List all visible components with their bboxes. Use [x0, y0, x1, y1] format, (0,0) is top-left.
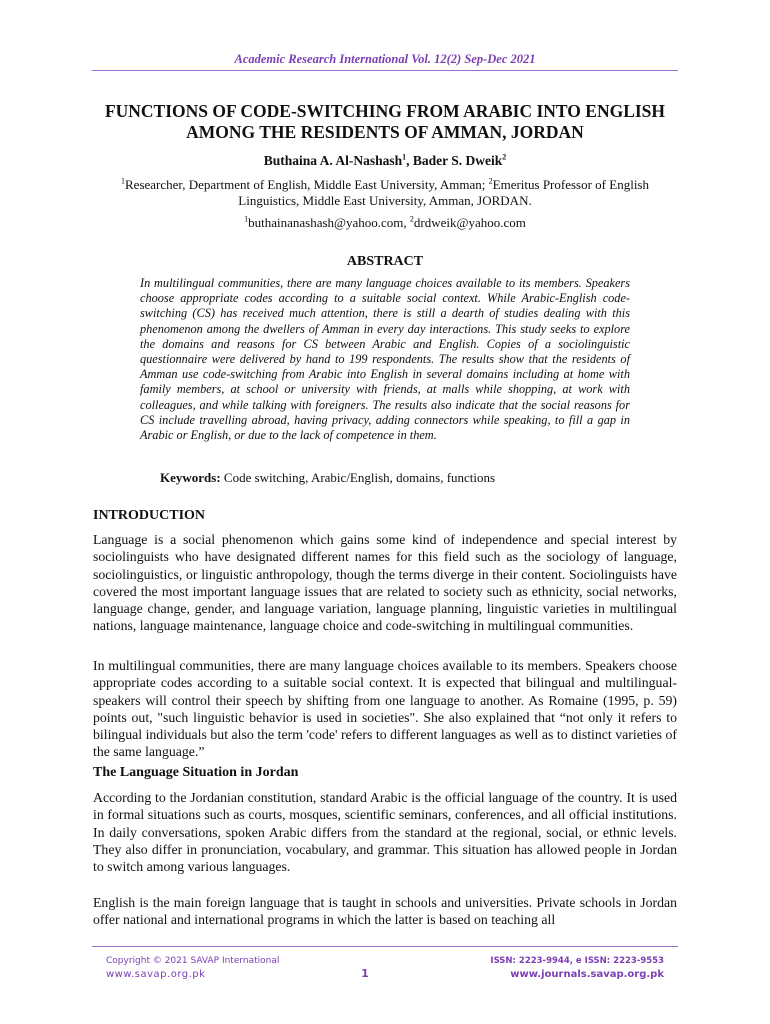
journal-link[interactable]: www.journals.savap.org.pk	[510, 969, 664, 980]
footer-left	[106, 955, 279, 981]
body-paragraph: In multilingual communities, there are many language choices available to its members. Speakers choose appropriate codes according to a suitable social context. It is expected that bilingual and multilingual-speakers will control their speech by shifting from one language to another. As Romaine (1995, p. 59) points out, "such linguistic behavior is used in societies". She also explained that “not only it refers to bilingual individuals but also the term 'code' refers to different languages as well as to distinct varieties of the same language.”	[93, 658, 677, 760]
keywords-label: Keywords:	[160, 470, 221, 485]
author-name: Buthaina A. Al-Nashash	[263, 153, 403, 168]
footer-right	[470, 955, 664, 981]
header-divider	[92, 70, 678, 71]
copyright-text: Copyright © 2021 SAVAP International	[106, 956, 280, 966]
publisher-link[interactable]: www.savap.org.pk	[106, 969, 206, 980]
affiliation-mark: 1	[402, 152, 407, 162]
email-line	[0, 215, 770, 231]
affiliation-mark: 2	[488, 176, 493, 186]
footer-divider	[92, 946, 678, 947]
author-name: Bader S. Dweik	[412, 153, 503, 168]
affiliation-mark: 2	[409, 214, 414, 224]
section-heading-language-situation: The Language Situation in Jordan	[93, 765, 299, 780]
affiliation-mark: 1	[121, 176, 125, 186]
paper-title: FUNCTIONS OF CODE-SWITCHING FROM ARABIC INTO ENGLISH AMONG THE RESIDENTS OF AMMAN, JORDAN	[104, 101, 666, 142]
author-separator: ,	[406, 153, 413, 168]
body-paragraph: Language is a social phenomenon which gains some kind of independence and special interest by sociolinguists who have designated different names for this field such as the sociology of language, sociolinguistics, or linguistic anthropology, though the terms diverge in their content. Sociolinguists have covered the most important language issues that are related to society such as ethnicity, social networks, language change, gender, and language variation, language planning, linguistic varieties in multilingual nations, language maintenance, language choice and code-switching in multilingual communities.	[93, 532, 677, 634]
affiliation-mark: 1	[244, 214, 249, 224]
section-heading-introduction: INTRODUCTION	[93, 508, 206, 523]
affiliations	[110, 177, 660, 209]
author-email: buthainanashash@yahoo.com,	[248, 215, 410, 230]
keywords-text: Code switching, Arabic/English, domains, functions	[220, 470, 496, 485]
running-head: Academic Research International Vol. 12(2) Sep-Dec 2021	[234, 52, 536, 66]
abstract-heading: ABSTRACT	[346, 254, 424, 269]
affiliation-text: Emeritus Professor of English Linguistics, Middle East University, Amman, JORDAN.	[238, 177, 649, 208]
body-paragraph: According to the Jordanian constitution, standard Arabic is the official language of the country. It is used in formal situations such as courts, mosques, scientific seminars, conferences, and all official institutions. In daily conversations, spoken Arabic differs from the standard at the regional, social, or ethnic levels. They also differ in pronunciation, vocabulary, and grammar. This situation has allowed people in Jordan to switch among various languages.	[93, 790, 677, 875]
affiliation-text: Researcher, Department of English, Middle East University, Amman;	[125, 177, 489, 192]
keywords-line	[160, 470, 640, 486]
author-line	[0, 153, 770, 169]
author-email: drdweik@yahoo.com	[413, 215, 526, 230]
page-number: 1	[361, 967, 369, 980]
body-paragraph: English is the main foreign language that is taught in schools and universities. Private schools in Jordan offer national and international programs in which the latter is based on teaching all	[93, 895, 677, 928]
affiliation-mark: 2	[502, 152, 507, 162]
issn-text: ISSN: 2223-9944, e ISSN: 2223-9553	[490, 956, 664, 966]
abstract-text: In multilingual communities, there are many language choices available to its members. Speakers choose appropriate codes according to a suitable social context. While Arabic-English code-switching (CS) has received much attention, there is still a dearth of studies dealing with this phenomenon among the dwellers of Amman in every day interactions. This study seeks to explore the domains and reasons for CS between Arabic and English. Copies of a sociolinguistic questionnaire were delivered by hand to 199 respondents. The results show that the residents of Amman use code-switching from Arabic into English in several domains including at home with family members, at school or university with friends, at malls while shopping, at work with colleagues, and while talking with foreigners. The results also indicate that the social reasons for CS include travelling abroad, having privacy, adding connectors while speaking, to fill a gap in Arabic or English, or due to the lack of competence in them.	[140, 276, 630, 443]
